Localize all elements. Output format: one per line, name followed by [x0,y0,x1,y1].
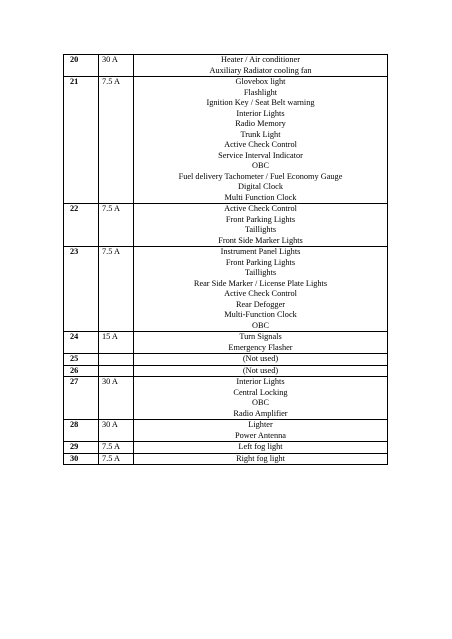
circuit-line: Active Check Control [224,289,297,298]
fuse-amperage: 7.5 A [99,204,134,247]
fuse-circuits [134,354,388,366]
fuse-row [64,365,388,377]
circuit-line: Flashlight [243,87,278,97]
fuse-amperage: 30 A [99,377,134,420]
circuit-line: Trunk Light [240,129,281,139]
fuse-amperage: 7.5 A [99,247,134,332]
circuit-line: Instrument Panel Lights [220,247,301,256]
fuse-circuits [134,55,388,77]
fuse-circuits [134,204,388,247]
circuit-line: Auxiliary Radiator cooling fan [209,65,312,75]
fuse-amperage: 7.5 A [99,77,134,204]
fuse-number: 21 [64,77,99,204]
fuse-number: 24 [64,332,99,354]
circuit-line: Taillights [244,268,277,277]
circuit-line: Rear Side Marker / License Plate Lights [193,278,328,288]
circuit-line: Power Antenna [235,430,286,440]
fuse-amperage [99,354,134,366]
circuit-line: Glovebox light [235,77,286,86]
fuse-amperage: 30 A [99,420,134,442]
fuse-amperage: 30 A [99,55,134,77]
fuse-number: 23 [64,247,99,332]
circuit-line: Service Interval Indicator [218,150,303,160]
fuse-amperage: 7.5 A [99,453,134,465]
circuit-line: Left fog light [238,442,283,451]
circuit-line: Interior Lights [236,377,285,386]
fuse-row [64,354,388,366]
circuit-line: Interior Lights [236,108,285,118]
circuit-line: Heater / Air conditioner [220,55,301,64]
fuse-circuits [134,247,388,332]
fuse-table-body [64,55,388,465]
circuit-line: Taillights [244,225,277,234]
circuit-line: Active Check Control [224,140,297,149]
circuit-line: OBC [251,320,270,330]
fuse-circuits [134,453,388,465]
fuse-number: 20 [64,55,99,77]
fuse-number: 25 [64,354,99,366]
circuit-line: Ignition Key / Seat Belt warning [206,98,315,107]
circuit-line: Multi Function Clock [224,192,297,202]
fuse-row [64,55,388,77]
circuit-line: OBC [251,161,270,170]
circuit-line: Lighter [248,420,273,429]
circuit-line: (Not used) [242,354,279,363]
fuse-table [63,54,388,465]
circuit-line: Digital Clock [238,182,283,191]
fuse-row [64,442,388,454]
circuit-line: Front Parking Lights [225,214,296,224]
fuse-circuits [134,377,388,420]
circuit-line: Central Locking [233,387,288,397]
fuse-number: 28 [64,420,99,442]
circuit-line: Radio Amplifier [233,408,288,418]
fuse-number: 30 [64,453,99,465]
fuse-amperage: 15 A [99,332,134,354]
fuse-number: 29 [64,442,99,454]
fuse-row [64,77,388,204]
circuit-line: Front Side Marker Lights [218,235,303,245]
circuit-line: Front Parking Lights [225,257,296,267]
fuse-circuits [134,332,388,354]
fuse-row [64,247,388,332]
fuse-row [64,204,388,247]
fuse-number: 26 [64,365,99,377]
circuit-line: Radio Memory [235,119,286,128]
fuse-circuits [134,77,388,204]
fuse-circuits [134,420,388,442]
circuit-line: Emergency Flasher [228,342,293,352]
circuit-line: Fuel delivery Tachometer / Fuel Economy Gauge [178,171,343,181]
fuse-row [64,377,388,420]
circuit-line: (Not used) [242,365,279,375]
fuse-row [64,453,388,465]
fuse-amperage [99,365,134,377]
circuit-line: Right fog light [236,453,285,463]
fuse-row [64,420,388,442]
circuit-line: Turn Signals [239,332,282,341]
circuit-line: OBC [251,398,270,407]
fuse-circuits [134,442,388,454]
circuit-line: Active Check Control [224,204,297,213]
circuit-line: Multi-Function Clock [224,310,297,319]
fuse-circuits [134,365,388,377]
fuse-number: 22 [64,204,99,247]
fuse-amperage: 7.5 A [99,442,134,454]
fuse-number: 27 [64,377,99,420]
circuit-line: Rear Defogger [235,299,286,309]
fuse-row [64,332,388,354]
